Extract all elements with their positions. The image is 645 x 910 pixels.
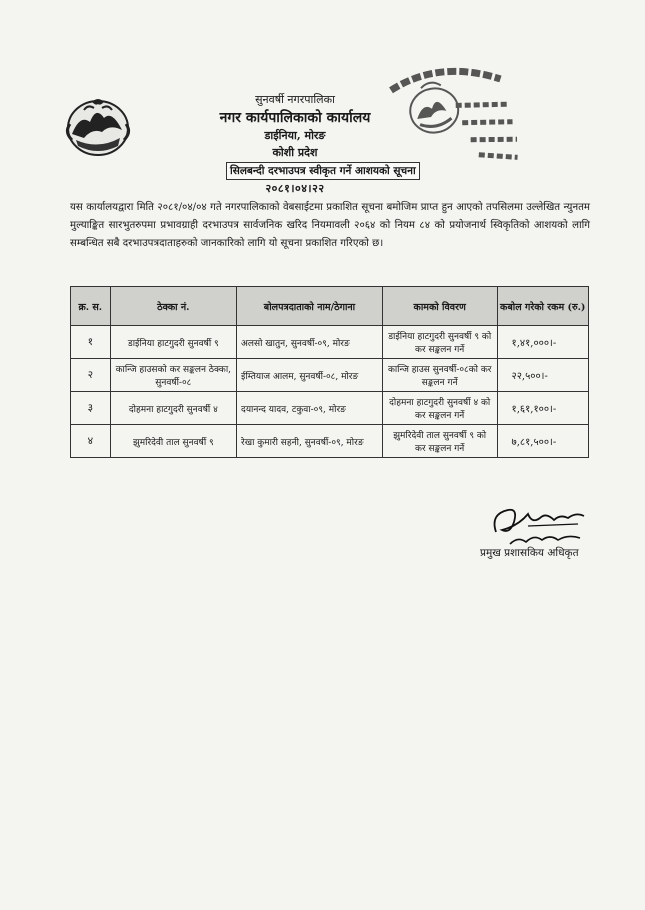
header-amount: कबोल गरेको रकम (रु.) [497, 287, 589, 326]
row-sn: ४ [71, 425, 111, 458]
nepal-emblem-icon [62, 94, 134, 160]
row-sn: ३ [71, 392, 111, 425]
table-header-row [71, 287, 589, 326]
row-work: कान्जि हाउस सुनवर्षी-०८को कर सङ्कलन गर्ने [382, 359, 497, 392]
row-amount: १,४१,०००।- [497, 326, 589, 359]
row-contract: कान्जि हाउसको कर सङ्कलन ठेक्का, सुनवर्षी-०८ [110, 359, 236, 392]
row-amount: १,६१,१००।- [497, 392, 589, 425]
row-bidder: रेखा कुमारी सहनी, सुनवर्षी-०९, मोरङ [237, 425, 383, 458]
row-sn: २ [71, 359, 111, 392]
header-work: कामको विवरण [382, 287, 497, 326]
notice-paragraph: यस कार्यालयद्वारा मिति २०८१/०४/०४ गते नगरपालिकाको वेबसाईटमा प्रकाशित सूचना बमोजिम प्राप्त हुन आएको तपसिलमा उल्लेखित न्युनतम मुल्याङ्कित सारभुतरुपमा प्रभावग्राही दरभाउपत्र सार्वजनिक खरिद नियमावली २०६४ को नियम ८४ को प्रयोजनार्थ स्विकृतिको आशयको लागि सम्बन्धित सबै दरभाउपत्रदाताहरुको जानकारिको लागि यो सूचना प्रकाशित गरिएको छ। [70, 202, 590, 249]
row-bidder: दयानन्द यादव, टकुवा-०९, मोरङ [237, 392, 383, 425]
row-contract: डाईनिया हाटगुदरी सुनवर्षी ९ [110, 326, 236, 359]
header-contract: ठेक्का नं. [110, 287, 236, 326]
row-amount: २२,५००।- [497, 359, 589, 392]
province-name: कोशी प्रदेश [272, 146, 318, 159]
office-name: नगर कार्यपालिकाको कार्यालय [219, 110, 371, 126]
signature-mark [488, 500, 593, 550]
row-bidder: अलसो खातुन, सुनवर्षी-०९, मोरङ [237, 326, 383, 359]
row-contract: झुमरिदेवी ताल सुनवर्षी ९ [110, 425, 236, 458]
notice-date: २०८१।०४।२२ [265, 182, 325, 195]
header-bidder: बोलपत्रदाताको नाम/ठेगाना [237, 287, 383, 326]
notice-title: सिलबन्दी दरभाउपत्र स्वीकृत गर्ने आशयको सूचना [226, 162, 420, 180]
table-row [71, 326, 589, 359]
header-sn: क्र. स. [71, 287, 111, 326]
table-row [71, 359, 589, 392]
row-work: डाईनिया हाटगुदरी सुनवर्षी ९ को कर सङ्कलन गर्ने [382, 326, 497, 359]
table-row [71, 425, 589, 458]
bid-table [70, 286, 589, 458]
row-bidder: ईम्तियाज आलम, सुनवर्षी-०८, मोरङ [237, 359, 383, 392]
row-contract: दोहमना हाटगुदरी सुनवर्षी ४ [110, 392, 236, 425]
row-amount: ७,८१,५००।- [497, 425, 589, 458]
office-place: डाईनिया, मोरङ [264, 129, 326, 142]
row-sn: १ [71, 326, 111, 359]
row-work: झुमरिदेवी ताल सुनवर्षी ९ को कर सङ्कलन गर्ने [382, 425, 497, 458]
row-work: दोहमना हाटगुदरी सुनवर्षी ४ को कर सङ्कलन गर्ने [382, 392, 497, 425]
municipality-name: सुनवर्षी नगरपालिका [255, 93, 335, 106]
table-row [71, 392, 589, 425]
signatory-title: प्रमुख प्रशासकिय अधिकृत [480, 547, 579, 559]
